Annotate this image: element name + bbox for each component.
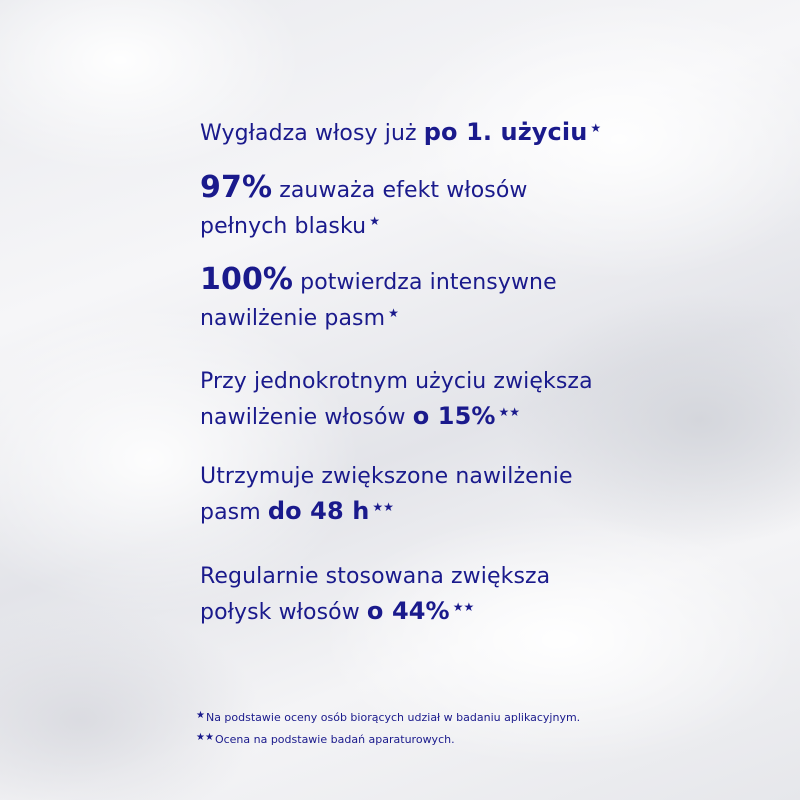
footnote-star-icon: ★★ [498, 405, 521, 419]
footnote-single-star [196, 706, 580, 728]
footnote-double-star [196, 728, 580, 750]
claim-highlight: 100% [200, 262, 294, 297]
claim-text: Regularnie stosowana zwiększa połysk włosów [200, 564, 551, 625]
footnote-star-icon: ★★ [372, 500, 394, 514]
claim-highlight: o 44% [366, 597, 450, 625]
claim-shine-97 [200, 170, 620, 242]
claim-moisture-15 [200, 367, 620, 433]
claim-highlight: o 15% [412, 402, 496, 430]
claim-text: Utrzymuje zwiększone nawilżenie pasm [200, 464, 573, 525]
claim-highlight: 97% [200, 170, 273, 205]
claim-moisture-100 [200, 262, 620, 334]
claim-smoothing [200, 113, 601, 149]
footnote-star-icon: ★ [196, 710, 205, 721]
claim-text: Przy jednokrotnym użyciu zwiększa nawilżenie włosów [200, 369, 593, 430]
claim-text: Wygładza włosy już [200, 121, 424, 146]
footnote-text: Ocena na podstawie badań aparaturowych. [214, 733, 455, 746]
claim-text: zauważa efekt włosów pełnych blasku [200, 178, 528, 239]
footnotes [196, 706, 580, 750]
claim-highlight: do 48 h [267, 497, 370, 525]
claim-highlight: po 1. użyciu [423, 118, 588, 146]
claim-text: potwierdza intensywne nawilżenie pasm [200, 270, 557, 331]
claim-gloss-44 [200, 562, 620, 628]
claim-moisture-48h [200, 462, 620, 528]
footnote-text: Na podstawie oceny osób biorących udział w badaniu aplikacyjnym. [205, 711, 581, 724]
footnote-star-icon: ★ [388, 306, 399, 320]
footnote-star-icon: ★★ [452, 600, 475, 614]
footnote-star-icon: ★ [590, 121, 602, 135]
footnote-star-icon: ★★ [196, 732, 214, 743]
footnote-star-icon: ★ [369, 214, 380, 228]
